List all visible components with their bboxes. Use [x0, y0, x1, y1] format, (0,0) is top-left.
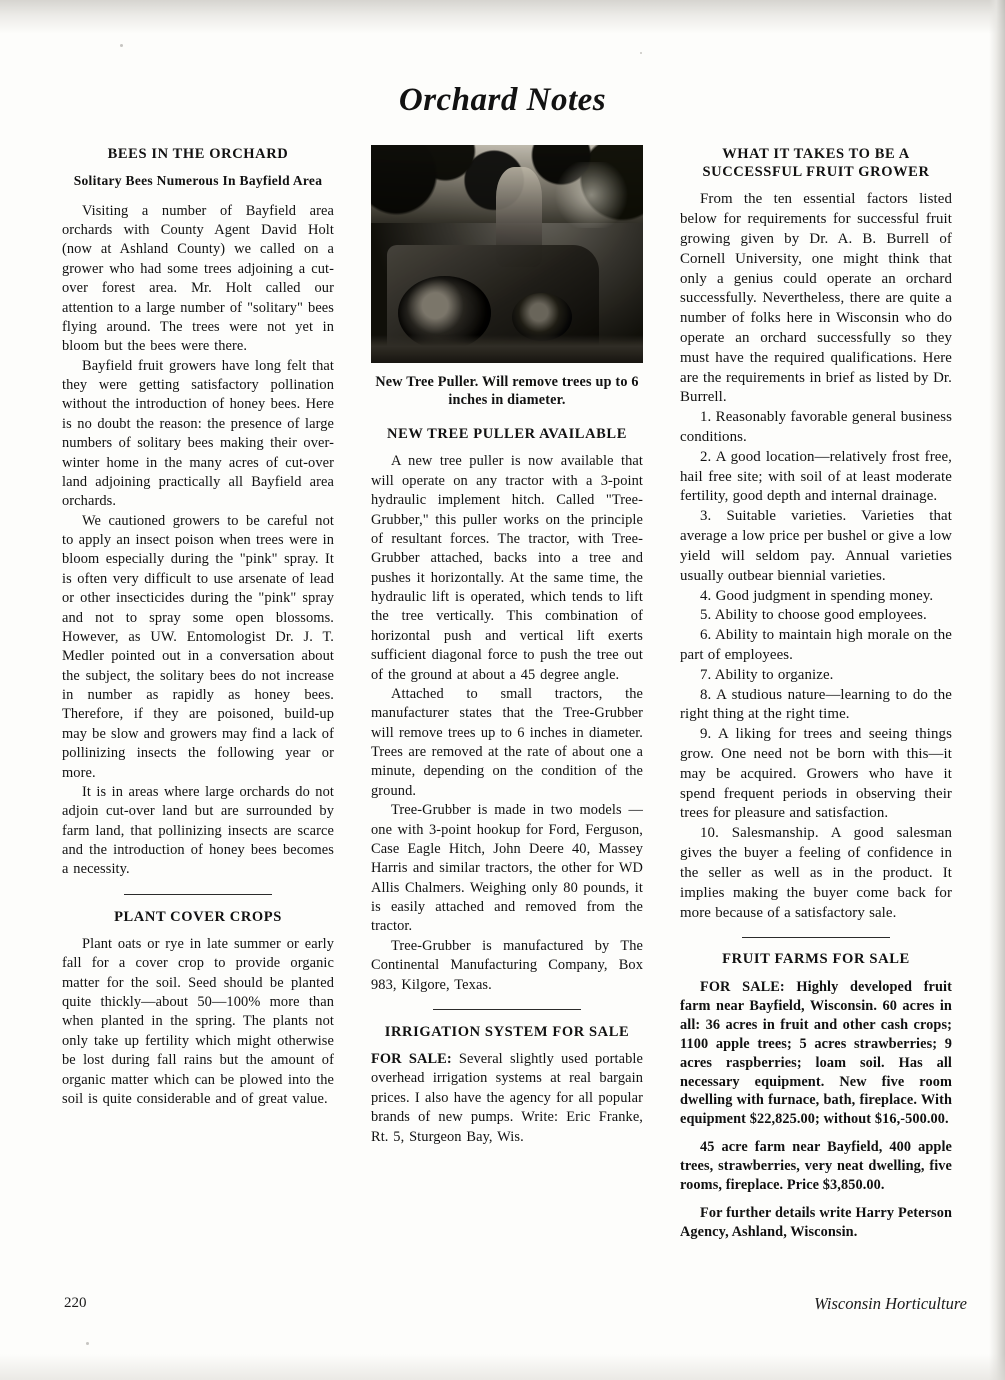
- plant-cover-crops-heading: PLANT COVER CROPS: [114, 908, 282, 925]
- left-column-subheading: Solitary Bees Numerous In Bayfield Area: [73, 173, 323, 189]
- list-item: 5. Ability to choose good employees.: [700, 607, 927, 624]
- photo-caption: New Tree Puller. Will remove trees up to 6 inches in diameter.: [375, 374, 639, 409]
- scan-edge-right: [989, 0, 1005, 1380]
- fruit-farms-ad-heading: FRUIT FARMS FOR SALE: [722, 951, 910, 968]
- irrigation-ad-text: [371, 1050, 643, 1147]
- classified-ad: 45 acre farm near Bayfield, 400 apple trees, strawberries, very neat dwelling, five rooms, fireplace. Price $3,850.00.: [680, 1139, 952, 1193]
- list-item: 7. Ability to organize.: [700, 666, 834, 683]
- article-columns: [62, 145, 952, 1275]
- list-item: 4. Good judgment in spending money.: [700, 587, 934, 604]
- list-item: 9. A liking for trees and seeing things grow. One need not be born with this—it may be acquired. Growers who have it spend frequent periods in observing their trees for pleasure and satisfaction.: [680, 726, 952, 822]
- scan-edge-bottom: [0, 1354, 1005, 1380]
- scan-speck: [120, 44, 123, 47]
- scan-speck: [640, 52, 642, 54]
- tree-puller-photo: [371, 145, 643, 363]
- list-item: 1. Reasonably favorable general business conditions.: [680, 409, 952, 445]
- irrigation-ad-heading: IRRIGATION SYSTEM FOR SALE: [384, 1023, 630, 1040]
- list-item: 6. Ability to maintain high morale on the part of employees.: [680, 627, 952, 663]
- tree-puller-heading: NEW TREE PULLER AVAILABLE: [387, 426, 627, 443]
- left-column: [62, 145, 334, 1109]
- paragraph: Plant oats or rye in late summer or early fall for a cover crop to provide organic matter for the soil. Seed should be planted quite thickly—about 50—100% more than when planted in the spring. The plants not only take up fertility which might otherwise be lost during fall rains but the amount of organic matter which can be plowed into the soil is quite considerable and of great value.: [62, 935, 334, 1107]
- for-sale-label: FOR SALE:: [371, 1051, 452, 1068]
- paragraph: Tree-Grubber is manufactured by The Continental Manufacturing Company, Box 983, Kilgore, Texas.: [371, 937, 643, 993]
- paragraph: Bayfield fruit growers have long felt that they were getting satisfactory pollination without the introduction of honey bees. Here is no doubt the reason: the presence of large numbers of solitary bees making their over-winter home in the many acres of cut-over land adjoining practically all Bayfield area orchards.: [62, 357, 334, 510]
- paragraph: A new tree puller is now available that will operate on any tractor with a 3-point hydraulic implement hitch. Called "Tree-Grubber," this puller works on the principle of resultant forces. The tractor, with Tree-Grubber attached, backs into a tree and pushes it horizontally. At the same time, the hydraulic lift is operated, which tends to lift the tree vertically. This combination of horizontal push and vertical lift exerts sufficient diagonal force to push the tree out of the ground at about a 45 degree angle.: [371, 453, 643, 683]
- list-item: 10. Salesmanship. A good salesman gives the buyer a feeling of confidence in the seller as well as in the product. It implies making the buyer come back for more because of a satisfactory sale.: [680, 825, 952, 921]
- classified-ad: For further details write Harry Peterson Agency, Ashland, Wisconsin.: [680, 1204, 952, 1240]
- classified-ad: FOR SALE: Highly developed fruit farm near Bayfield, Wisconsin. 60 acres in all: 36 acres in fruit and other cash crops; 1100 apple trees; 5 acres strawberries; 9 acres raspberries; loam soil. Has all necessary equipment. New five room dwelling with furnace, bath, fireplace. With equipment $22,825.00; without $16,-500.00.: [680, 979, 952, 1128]
- scan-speck: [86, 1342, 89, 1345]
- paragraph: Attached to small tractors, the manufacturer states that the Tree-Grubber will remove trees up to 6 inches in diameter. Trees are removed at the rate of about one a minute, depending on the condition of the ground.: [371, 685, 643, 799]
- page-number: 220: [64, 1295, 87, 1311]
- publication-name: Wisconsin Horticulture: [814, 1294, 967, 1313]
- paragraph: It is in areas where large orchards do not adjoin cut-over land but are surrounded by farm land, that pollinizing insects are scarce and the introduction of honey bees becomes a necessity.: [62, 783, 334, 878]
- section-divider: [742, 937, 890, 938]
- right-column-heading: WHAT IT TAKES TO BE A SUCCESSFUL FRUIT GROWER: [702, 146, 930, 181]
- page-title: Orchard Notes: [398, 82, 607, 118]
- paragraph: Visiting a number of Bayfield area orchards with County Agent David Holt (now at Ashland County) we called on a grower who had some trees adjoining a cut-over forest area. Mr. Holt called our attention to a large number of "solitary" bees flying around. The trees were not yet in bloom but the bees were there.: [62, 202, 334, 355]
- section-divider: [433, 1009, 581, 1010]
- list-item: 3. Suitable varieties. Varieties that average a low price per bushel or give a low yield will seldom pay. Annual varieties usually outbear biennial varieties.: [680, 508, 952, 584]
- middle-column: [371, 145, 643, 1147]
- left-column-heading: BEES IN THE ORCHARD: [107, 146, 289, 162]
- photo-ground: [371, 335, 643, 363]
- scan-edge-top: [0, 0, 1005, 34]
- right-column: [680, 145, 952, 1241]
- list-item: 8. A studious nature—learning to do the right thing at the right time.: [680, 686, 952, 723]
- section-divider: [124, 894, 272, 895]
- paragraph: We cautioned growers to be careful not to apply an insect poison when trees were in bloom especially during the "pink" spray. It is often very difficult to use arsenate of lead or other insecticides during the "pink" spray and not to spray some open blossoms. However, as UW. Entomologist Dr. J. T. Medler pointed out in a conversation about the subject, the solitary bees do not increase in number as rapidly as honey bees. Therefore, if they are poisoned, build-up may be slow and growers may find a lack of pollinizing insects the following year or more.: [62, 512, 334, 781]
- irrigation-ad-body: Several slightly used portable overhead irrigation systems at real bargain prices. I also have the agency for all popular brands of new pumps. Write: Eric Franke, Rt. 5, Sturgeon Bay, Wis.: [371, 1051, 644, 1145]
- paragraph: From the ten essential factors listed below for requirements for successful fruit growing given by Dr. A. B. Burrell of Cornell University, one might think that only a genius could operate an orchard successfully. Nevertheless, there are quite a number of folks here in Wisconsin who do operate an orchard successfully so they must have the required qualifications. Here are the requirements in brief as listed by Dr. Burrell.: [680, 191, 952, 406]
- photo-highlight: [551, 162, 633, 227]
- paragraph: Tree-Grubber is made in two models —one with 3-point hookup for Ford, Ferguson, Case Eagle Hitch, John Deere 40, Massey Harris and similar tractors, the other for WD Allis Chalmers. Weighing only 80 pounds, it is easily attached and removed from the tractor.: [371, 802, 643, 935]
- list-item: 2. A good location—relatively frost free, hail free site; with soil of at least moderate fertility, good depth and internal drainage.: [680, 448, 952, 505]
